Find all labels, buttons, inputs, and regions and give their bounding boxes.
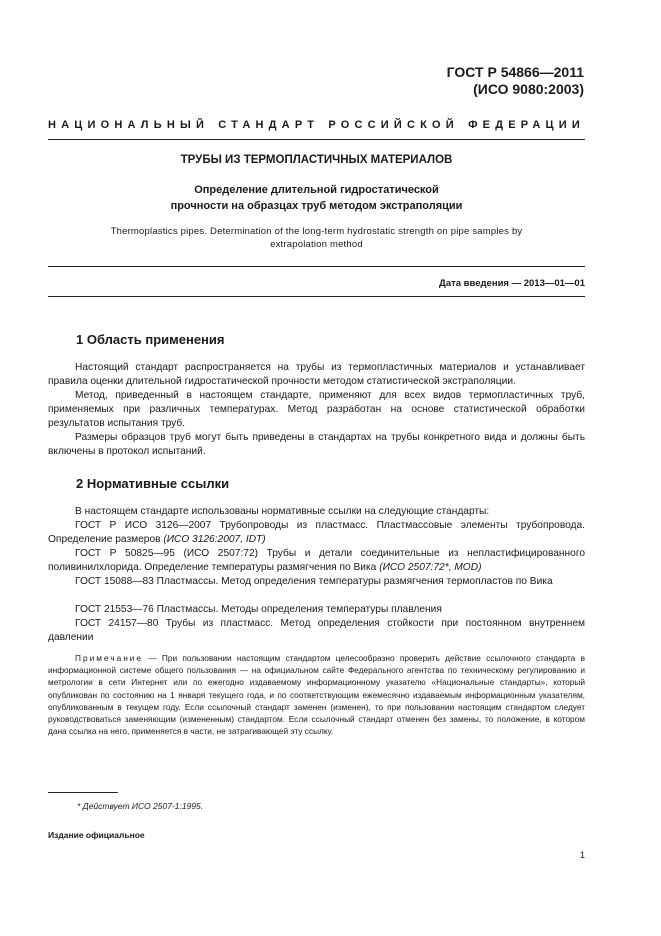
official-edition-label: Издание официальное (48, 830, 145, 840)
english-title (90, 225, 543, 251)
subtitle-line1: Определение длительной гидростатической (194, 184, 439, 196)
scope-paragraph-3 (48, 431, 585, 459)
scope-paragraph-2 (48, 389, 585, 431)
banner-word-1: НАЦИОНАЛЬНЫЙ (48, 119, 210, 131)
subtitle-line2: прочности на образцах труб методом экстраполяции (170, 200, 463, 212)
title-rule (48, 266, 585, 267)
banner-rule (48, 139, 585, 140)
standard-code-line1: ГОСТ Р 54866—2011 (446, 64, 584, 80)
national-standard-banner (48, 119, 585, 131)
document-title: ТРУБЫ ИЗ ТЕРМОПЛАСТИЧНЫХ МАТЕРИАЛОВ (180, 154, 453, 166)
reference-item (48, 603, 585, 617)
scope-paragraph-1 (48, 361, 585, 389)
scope-p1-text: Настоящий стандарт распространяется на трубы из термопластичных материалов и устанавливает правила оценки длительной гидростатической прочности методом статистической экстраполяции. (48, 362, 585, 387)
english-title-line1: Thermoplastics pipes. Determination of the long-term hydrostatic strength on pipe samples by (110, 226, 523, 237)
section-heading-scope: 1 Область применения (76, 332, 225, 347)
page-number: 1 (579, 850, 585, 860)
reference-text: ГОСТ 15088—83 Пластмассы. Метод определения температуры размягчения термопластов по Вика (75, 576, 553, 587)
scope-p2-text: Метод, приведенный в настоящем стандарте, применяют для всех видов термопластичных труб, применяемых при различных температурах. Метод разработан на основе статистической обработки результатов испытания труб. (48, 390, 585, 429)
english-title-line2: extrapolation method (270, 239, 363, 250)
reference-text: ГОСТ 21553—76 Пластмассы. Методы определения температуры плавления (75, 604, 442, 615)
reference-text: ГОСТ Р 50825—95 (ИСО 2507:72) Трубы и детали соединительные из непластифицированного поливинилхлорида. Определение температуры размягчения по Вика (48, 548, 585, 573)
reference-iso-equivalent: (ИСО 3126:2007, IDT) (163, 534, 266, 545)
reference-item (48, 547, 585, 575)
document-subtitle (48, 182, 585, 214)
introduction-date: Дата введения — 2013—01—01 (439, 278, 585, 289)
references-intro-text: В настоящем стандарте использованы нормативные ссылки на следующие стандарты: (75, 506, 490, 517)
standard-code (447, 64, 584, 98)
references-intro (48, 505, 585, 519)
date-rule (48, 296, 585, 297)
footnote: * Действует ИСО 2507-1:1995. (77, 801, 204, 811)
reference-iso-equivalent: (ИСО 2507:72*, MOD) (379, 562, 482, 573)
banner-word-3: РОССИЙСКОЙ (328, 119, 459, 131)
standard-code-line2: (ИСО 9080:2003) (473, 81, 584, 97)
banner-word-4: ФЕДЕРАЦИИ (468, 119, 585, 131)
reference-item (48, 617, 585, 645)
reference-item (48, 519, 585, 547)
reference-item (48, 575, 585, 589)
references-note (48, 652, 585, 737)
banner-word-2: СТАНДАРТ (218, 119, 320, 131)
section-heading-references: 2 Нормативные ссылки (76, 476, 230, 491)
note-label: Примечание (75, 653, 144, 663)
footnote-rule (48, 792, 118, 793)
reference-text: ГОСТ Р ИСО 3126—2007 Трубопроводы из пластмасс. Пластмассовые элементы трубопровода. Определение размеров (48, 520, 585, 545)
note-text: — При пользовании настоящим стандартом целесообразно проверить действие ссылочного стандарта в информационной системе общего пользования — на официальном сайте Федерального агентства по техническому регулированию и метрологии в сети Интернет или по ежегодно издаваемому информационному указателю «Национальные стандарты», который опубликован по состоянию на 1 января текущего года, и по соответствующим ежемесячно издаваемым информационным указателям, опубликованным в текущем году. Если ссылочный стандарт заменен (изменен), то при пользовании настоящим стандартом следует руководствоваться заменяющим (измененным) стандартом. Если ссылочный стандарт отменен без замены, то положение, в котором дана ссылка на него, применяется в части, не затрагивающей эту ссылку. (48, 653, 585, 737)
reference-text: ГОСТ 24157—80 Трубы из пластмасс. Метод определения стойкости при постоянном внутреннем давлении (48, 618, 585, 643)
scope-p3-text: Размеры образцов труб могут быть приведены в стандартах на трубы конкретного вида и должны быть включены в протокол испытаний. (48, 432, 585, 457)
